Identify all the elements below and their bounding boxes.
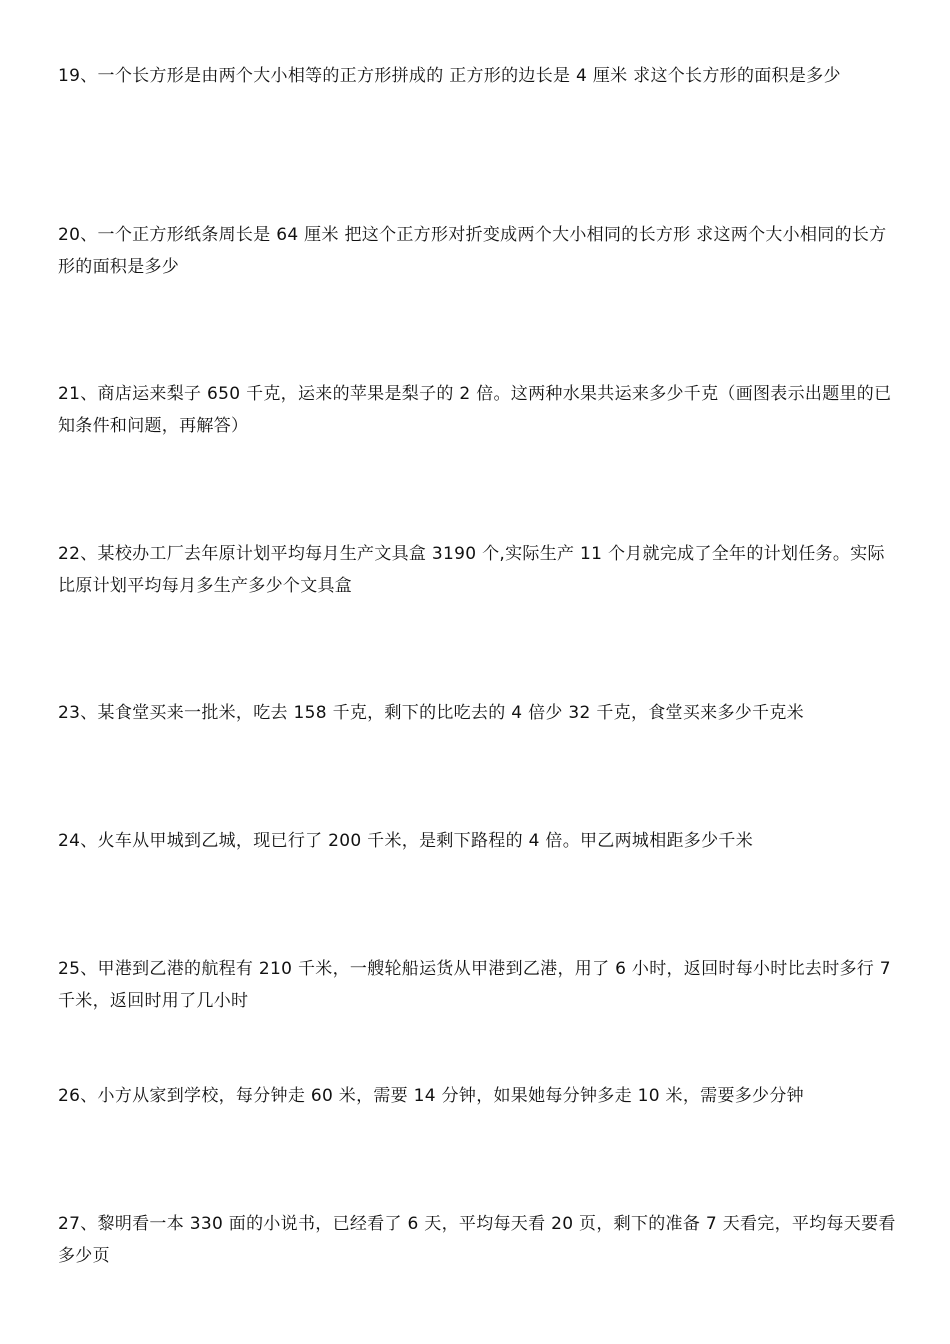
problem-20: 20、一个正方形纸条周长是 64 厘米 把这个正方形对折变成两个大小相同的长方形 求这两个大小相同的长方形的面积是多少 [58,225,887,277]
problem-19: 19、一个长方形是由两个大小相等的正方形拼成的 正方形的边长是 4 厘米 求这个长方形的面积是多少 [58,66,841,86]
problem-21: 21、商店运来梨子 650 千克，运来的苹果是梨子的 2 倍。这两种水果共运来多少千克（画图表示出题里的已知条件和问题，再解答） [58,384,892,436]
problem-26: 26、小方从家到学校，每分钟走 60 米，需要 14 分钟，如果她每分钟多走 10 米，需要多少分钟 [58,1086,804,1106]
problem-24: 24、火车从甲城到乙城，现已行了 200 千米，是剩下路程的 4 倍。甲乙两城相距多少千米 [58,831,754,851]
problem-23: 23、某食堂买来一批米，吃去 158 千克，剩下的比吃去的 4 倍少 32 千克，食堂买来多少千克米 [58,703,804,723]
problem-27: 27、黎明看一本 330 面的小说书，已经看了 6 天，平均每天看 20 页，剩下的准备 7 天看完，平均每天要看多少页 [58,1214,896,1266]
problem-22: 22、某校办工厂去年原计划平均每月生产文具盒 3190 个,实际生产 11 个月就完成了全年的计划任务。实际比原计划平均每月多生产多少个文具盒 [58,544,885,596]
problem-25: 25、甲港到乙港的航程有 210 千米，一艘轮船运货从甲港到乙港，用了 6 小时，返回时每小时比去时多行 7 千米，返回时用了几小时 [58,959,891,1011]
